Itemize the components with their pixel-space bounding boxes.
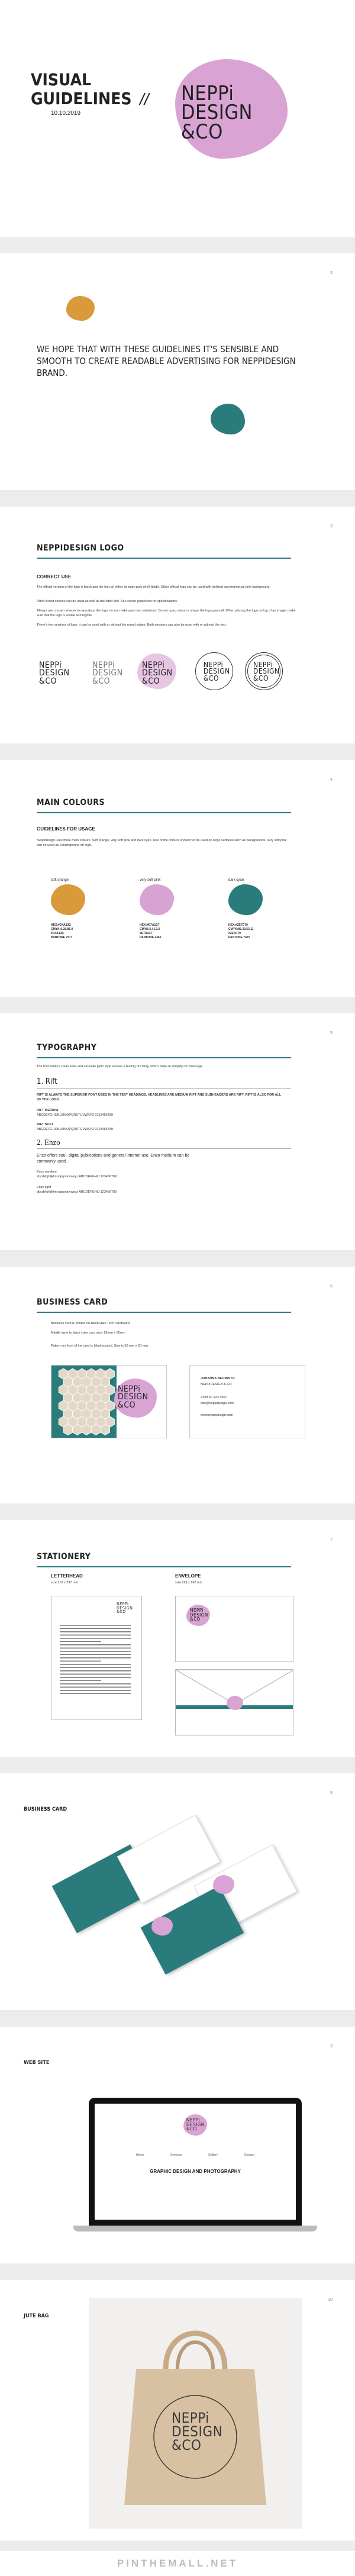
envelope-seal: [227, 1696, 243, 1710]
typography-page: [0, 1013, 355, 1250]
swatch-2: [140, 878, 211, 961]
business-card-page: [0, 1267, 355, 1503]
letterhead-line: [60, 1631, 131, 1632]
section-title: BUSINESS CARD: [37, 1297, 108, 1307]
hex-cell: [91, 1425, 101, 1435]
logo-variant-light: NEPPi DESIGN &CO: [92, 661, 123, 686]
section-rule: [37, 812, 291, 813]
page-number: 6: [330, 1284, 333, 1289]
letterhead-line: [60, 1648, 131, 1649]
cover-logo: [181, 82, 253, 144]
swatch-blob: [228, 884, 263, 915]
section-title: WEB SITE: [24, 2060, 50, 2066]
logo-line-3: &CO: [181, 120, 223, 144]
bc-back-company: NEPPIDESIGN & CO: [201, 1383, 232, 1386]
letterhead-line: [60, 1667, 131, 1669]
swatch-blob: [51, 884, 85, 915]
font1-alphabet1: ABCDEFGHIJKLMNOPQRSTUVWXYZ 0123456789: [37, 1113, 113, 1117]
letterhead-line: [60, 1664, 131, 1665]
section-title: MAIN COLOURS: [37, 798, 105, 807]
swatch-code: CMYK:0.36.86.0: [51, 928, 73, 931]
section-rule: [37, 1312, 291, 1313]
font2-weight1: Enzo medium: [37, 1170, 57, 1174]
letterhead-line: [60, 1654, 131, 1656]
letterhead-line: [60, 1644, 131, 1646]
envelope-front: [175, 1596, 293, 1662]
bc-back-web: www.neppidesign.com: [201, 1413, 233, 1417]
pinthemall-footer: PINTHEMALL.NET: [0, 2551, 355, 2576]
bc-back-email: info@neppidesign.com: [201, 1402, 234, 1405]
font1-rule: [37, 1088, 291, 1089]
bc-back: [189, 1365, 305, 1438]
font2-rule: [37, 1148, 291, 1149]
swatch-blob: [140, 884, 174, 915]
orange-blob: [66, 296, 95, 321]
logo-variant-double-circle-text: NEPPi DESIGN &CO: [253, 661, 280, 682]
letterhead-line: [60, 1628, 131, 1630]
swatch-name: very soft pink: [140, 878, 161, 882]
hex-cell: [73, 1425, 82, 1435]
intro-page: [0, 253, 355, 490]
stationery-page: [0, 1520, 355, 1757]
nav-contact[interactable]: Contact: [244, 2153, 254, 2157]
letterhead-line: [60, 1635, 131, 1636]
site-nav: [136, 2153, 254, 2157]
nav-home[interactable]: Home: [136, 2153, 144, 2157]
letterhead-line: [60, 1690, 131, 1691]
colours-body: Neppidesign uses three main colours. Soft orange, very soft pink and dark cyan. Use of the colours should not be used on large surfaces such as backgrounds. Very soft pink can be used as a background on logo.: [37, 839, 287, 847]
letterhead-line: [60, 1687, 131, 1688]
section-title: STATIONERY: [37, 1552, 91, 1561]
section-title: NEPPIDESIGN LOGO: [37, 543, 124, 553]
logo-body-4: There's two versions of logo: it can be used with or without the round edges. Both versions can also be used with or without the text.: [37, 623, 227, 627]
section-subtitle: CORRECT USE: [37, 574, 72, 579]
bc-front: [51, 1365, 167, 1438]
logo-body-3: Always use chosen artwork to reproduce the logo; do not make your own variations. Do not type, colour or shape the logo yourself. When placing the logo on top of an image, make sure that the logo is visible and legible.: [37, 609, 296, 617]
bc-body-2: Middle layer is black color card size: 85mm x 55mm: [51, 1331, 125, 1335]
font2-alphabet2: abcdefghijklmnopqrstuvwxyz ABCDEFGHIJ 123456789: [37, 1190, 117, 1194]
letterhead-line: [60, 1661, 101, 1662]
section-title: BUSINESS CARD: [24, 1807, 67, 1812]
swatch-code: PANTONE 7571: [51, 936, 73, 939]
page-number: 4: [330, 778, 333, 782]
font1-desc: RIFT IS ALWAYS THE SUPERIOR FONT USED IN THE TEXT HEADINGS. HEADLINES ARE MEDIUM RIFT AND SUBHEADERS ARE RIFT. RIFT IS ALSO FOR ALL OF THE LOGO.: [37, 1093, 282, 1102]
letterhead-line: [60, 1657, 131, 1659]
colours-page: [0, 760, 355, 997]
letterhead-line: [60, 1651, 131, 1652]
font1-alphabet2: ABCDEFGHIJKLMNOPQRSTUVWXYZ 0123456789: [37, 1128, 113, 1131]
swatch-3: [228, 878, 299, 961]
typography-body: The font family's clean lines and versatile plain style evokes a feeling of clarity, which helps to simplify our message.: [37, 1065, 204, 1068]
hex-cell: [63, 1425, 73, 1435]
page-number: 8: [330, 1791, 333, 1795]
letterhead-sheet: [51, 1596, 142, 1720]
jute-bag-logo: NEPPi DESIGN &CO: [172, 2410, 223, 2453]
letterhead-line: [60, 1625, 131, 1626]
section-title: TYPOGRAPHY: [37, 1043, 97, 1052]
font2-alphabet1: abcdefghijklmnopqrstuvwxyz ABCDEFGHIJ 123456789: [37, 1175, 117, 1178]
section-title: JUTE BAG: [24, 2313, 49, 2319]
logo-body-1: The official version of the logo is black and the text on either its main pink shell (blob). Other official logo can be used with deleted assymmetrical pink background.: [37, 585, 270, 589]
letterhead-line: [60, 1638, 131, 1639]
letterhead-size: size 210 x 297 mm: [51, 1581, 79, 1585]
cover-page: [0, 0, 355, 237]
site-logo: NEPPi DESIGN &CO: [186, 2117, 205, 2132]
bc-body-3: Pattern on front of the card is blind-bossed. Size is 50 mm x 50 mm.: [51, 1344, 149, 1348]
letterhead-line: [60, 1680, 101, 1682]
swatch-name: soft orange: [51, 878, 69, 882]
swatch-code: HEX:#2E7D79: [228, 923, 248, 927]
envelope-back: [175, 1669, 293, 1735]
swatch-1: [51, 878, 122, 961]
intro-statement: WE HOPE THAT WITH THESE GUIDELINES IT'S SENSIBLE AND SMOOTH TO CREATE READABLE ADVERTISING FOR NEPPIDESIGN BRAND.: [37, 344, 296, 378]
page-number: 3: [330, 524, 333, 529]
cyan-blob: [211, 404, 245, 434]
page-number: 9: [330, 2044, 333, 2049]
bc-front-logo: NEPPi DESIGN &CO: [118, 1384, 149, 1410]
nav-gallery[interactable]: Gallery: [208, 2153, 218, 2157]
font2-desc: Enzo offers soul, digital publications and general internet use. Enzo medium can be commonly used.: [37, 1154, 190, 1164]
letterhead-line: [60, 1693, 131, 1695]
bc-mockup-page: [0, 1773, 355, 2010]
section-rule: [37, 1057, 291, 1058]
letterhead-line: [60, 1674, 131, 1675]
swatch-code: CMYK:5.41.3.0: [140, 928, 160, 931]
page-number: 10: [328, 2298, 333, 2302]
envelope-label: ENVELOPE: [175, 1573, 201, 1579]
swatch-code: HEX:#E7A1C7: [140, 923, 160, 927]
font1-weight2: RIFT SOFT: [37, 1123, 54, 1126]
letterhead-line: [60, 1677, 131, 1678]
letterhead-line: [60, 1641, 101, 1643]
swatch-code: CMYK:86.32.52.11: [228, 928, 254, 931]
bc-back-phone: +358 40 123 4567: [201, 1396, 227, 1399]
logo-variant-circle-text: NEPPi DESIGN &CO: [204, 661, 230, 682]
letterhead-line: [60, 1670, 131, 1672]
mock-card-blob-1: [213, 1875, 234, 1894]
font1-heading: 1. Rift: [37, 1077, 57, 1086]
letterhead-logo: NEPPi DESIGN &CO: [117, 1602, 133, 1615]
hex-cell: [82, 1425, 92, 1435]
site-tagline: GRAPHIC DESIGN AND PHOTOGRAPHY: [150, 2169, 241, 2174]
logo-page: [0, 507, 355, 743]
envelope-logo: NEPPi DESIGN &CO: [190, 1608, 208, 1622]
laptop-display: [95, 2104, 296, 2220]
letterhead-label: LETTERHEAD: [51, 1573, 83, 1579]
font1-weight1: RIFT MEDIUM: [37, 1109, 59, 1112]
envelope-size: size 229 x 162 mm: [175, 1581, 203, 1585]
font2-weight2: Enzo light: [37, 1186, 51, 1189]
page-number: 2: [330, 271, 333, 275]
letterhead-line: [60, 1683, 131, 1685]
logo-body-2: Other brand colours can be used as well as the letter shit. See colour guidelines for specifications.: [37, 600, 178, 603]
cover-date: 10.10.2019: [51, 110, 81, 117]
cover-divider: //: [140, 90, 149, 108]
page-number: 5: [330, 1031, 333, 1035]
swatch-code: #D4A13C: [51, 932, 64, 935]
cover-title-line2: GUIDELINES: [31, 89, 132, 108]
swatch-code: PANTONE 7475: [228, 936, 250, 939]
cover-title-line1: VISUAL: [31, 70, 92, 89]
laptop-base: [73, 2226, 317, 2232]
nav-services[interactable]: Services: [170, 2153, 182, 2157]
jute-bag-page: [0, 2280, 355, 2540]
swatch-code: PANTONE 2365: [140, 936, 162, 939]
font2-heading: 2. Enzo: [37, 1138, 60, 1147]
bc-back-name: JOHANNA NEOMISTO: [201, 1377, 235, 1380]
mock-card-blob-2: [151, 1917, 173, 1936]
logo-line-2: DESIGN: [181, 101, 253, 125]
logo-variant-plain: NEPPi DESIGN &CO: [39, 661, 70, 686]
logo-line-1: NEPPi: [181, 82, 234, 105]
bc-body-1: Business card is printed on Neon Halo Tech cardboard.: [51, 1322, 131, 1325]
section-subtitle: GUIDELINES FOR USAGE: [37, 826, 95, 832]
website-page: [0, 2027, 355, 2263]
logo-variant-blob: NEPPi DESIGN &CO: [142, 661, 173, 686]
letterhead-text-lines: [51, 1596, 143, 1721]
section-rule: [37, 1566, 291, 1567]
swatch-code: #2E7D79: [228, 932, 241, 935]
swatch-name: dark cyan: [228, 878, 244, 882]
swatch-code: HEX:#D4A13C: [51, 923, 71, 927]
page-number: 7: [330, 1538, 333, 1542]
laptop-screen: [89, 2098, 302, 2226]
hex-cell: [101, 1425, 110, 1435]
section-rule: [37, 558, 291, 559]
swatch-code: #E7A1C7: [140, 932, 153, 935]
